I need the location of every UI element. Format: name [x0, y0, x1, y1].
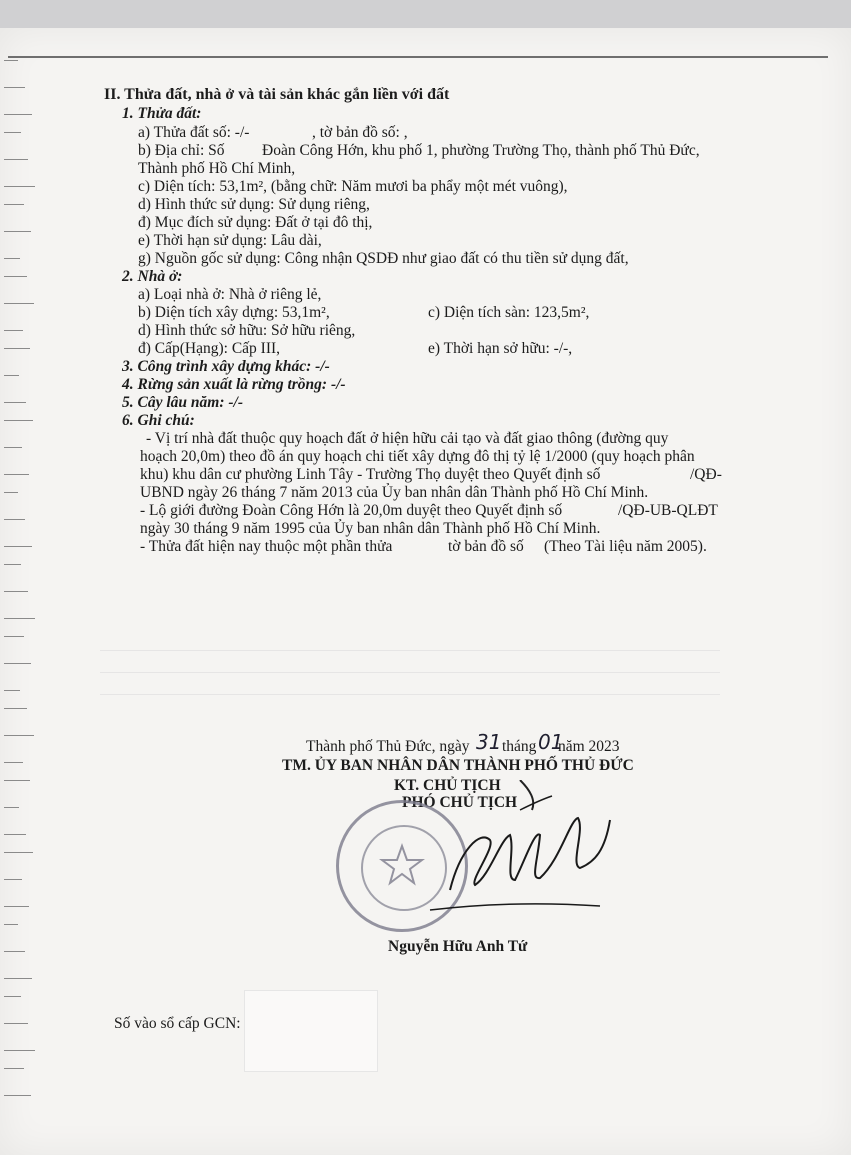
- edge-mark: [4, 231, 31, 232]
- edge-mark: [4, 159, 28, 160]
- edge-mark: [4, 1068, 24, 1069]
- note-line: - Lộ giới đường Đoàn Công Hớn là 20,0m duyệt theo Quyết định số: [140, 502, 563, 519]
- top-background: [0, 0, 851, 28]
- land-use-form: d) Hình thức sử dụng: Sử dụng riêng,: [138, 196, 370, 213]
- production-forest: 4. Rừng sản xuất là rừng trồng: -/-: [122, 376, 346, 393]
- edge-mark: [4, 186, 35, 187]
- land-address-city: Thành phố Hồ Chí Minh,: [138, 160, 296, 177]
- note-line: (Theo Tài liệu năm 2005).: [544, 538, 707, 555]
- note-line: hoạch 20,0m) theo đồ án quy hoạch chi tiết xây dựng đô thị tỷ lệ 1/2000 (quy hoạch phân: [140, 448, 695, 465]
- note-line: tờ bản đồ số: [448, 538, 524, 555]
- redacted-area: [244, 990, 378, 1072]
- land-parcel-number: a) Thửa đất số: -/-: [138, 124, 250, 141]
- edge-mark: [4, 690, 20, 691]
- edge-mark: [4, 708, 27, 709]
- edge-mark: [4, 807, 19, 808]
- edge-mark: [4, 663, 31, 664]
- edge-mark: [4, 834, 26, 835]
- edge-mark: [4, 375, 19, 376]
- issuing-organization: TM. ỦY BAN NHÂN DÂN THÀNH PHỐ THỦ ĐỨC: [282, 757, 634, 774]
- edge-mark: [4, 996, 21, 997]
- edge-mark: [4, 114, 32, 115]
- note-line: ngày 30 tháng 9 năm 1995 của Ủy ban nhân dân Thành phố Hồ Chí Minh.: [140, 520, 601, 537]
- edge-mark: [4, 879, 22, 880]
- handwritten-day: 31: [476, 730, 502, 754]
- edge-mark: [4, 735, 34, 736]
- handwritten-month: 01: [538, 730, 564, 754]
- land-address: Đoàn Công Hớn, khu phố 1, phường Trường Thọ, thành phố Thủ Đức,: [262, 142, 700, 159]
- note-line: - Vị trí nhà đất thuộc quy hoạch đất ở hiện hữu cải tạo và đất giao thông (đường quy: [146, 430, 669, 447]
- edge-mark: [4, 132, 21, 133]
- note-line: khu) khu dân cư phường Linh Tây - Trường Thọ duyệt theo Quyết định số: [140, 466, 601, 483]
- house-ownership-term: e) Thời hạn sở hữu: -/-,: [428, 340, 573, 357]
- edge-mark: [4, 492, 18, 493]
- house-grade: đ) Cấp(Hạng): Cấp III,: [138, 340, 281, 357]
- edge-mark: [4, 204, 24, 205]
- bleed-through-line: [100, 672, 720, 673]
- document-page: [0, 28, 851, 1155]
- note-line: /QĐ-: [690, 466, 722, 483]
- vice-chairman-title: PHÓ CHỦ TỊCH: [402, 794, 518, 811]
- edge-mark: [4, 1095, 31, 1096]
- edge-mark: [4, 924, 18, 925]
- edge-mark: [4, 258, 20, 259]
- note-line: /QĐ-UB-QLĐT: [618, 502, 718, 519]
- year-label: năm 2023: [558, 738, 620, 755]
- edge-mark: [4, 906, 29, 907]
- place-date-label: Thành phố Thủ Đức, ngày: [306, 738, 470, 755]
- bleed-through-line: [100, 650, 720, 651]
- land-use-purpose: đ) Mục đích sử dụng: Đất ở tại đô thị,: [138, 214, 373, 231]
- edge-mark: [4, 60, 18, 61]
- house-building-area: b) Diện tích xây dựng: 53,1m²,: [138, 304, 330, 321]
- land-use-term: e) Thời hạn sử dụng: Lâu dài,: [138, 232, 322, 249]
- section-title: II. Thửa đất, nhà ở và tài sản khác gắn liền với đất: [104, 86, 450, 103]
- edge-mark: [4, 348, 30, 349]
- edge-mark: [4, 951, 25, 952]
- edge-mark: [4, 1023, 28, 1024]
- on-behalf-chairman: KT. CHỦ TỊCH: [394, 777, 501, 794]
- other-construction: 3. Công trình xây dựng khác: -/-: [122, 358, 330, 375]
- edge-mark: [4, 852, 33, 853]
- house-type: a) Loại nhà ở: Nhà ở riêng lẻ,: [138, 286, 322, 303]
- top-border-line: [8, 56, 828, 58]
- edge-mark: [4, 564, 21, 565]
- edge-mark: [4, 762, 23, 763]
- note-line: - Thửa đất hiện nay thuộc một phần thửa: [140, 538, 393, 555]
- land-heading: 1. Thửa đất:: [122, 105, 202, 122]
- edge-mark: [4, 618, 35, 619]
- edge-mark: [4, 330, 23, 331]
- month-label: tháng: [502, 738, 537, 755]
- edge-mark: [4, 591, 28, 592]
- edge-mark: [4, 780, 30, 781]
- signer-name: Nguyễn Hữu Anh Tứ: [388, 938, 528, 955]
- land-address-label: b) Địa chỉ: Số: [138, 142, 225, 159]
- perennial-trees: 5. Cây lâu năm: -/-: [122, 394, 243, 411]
- notes-heading: 6. Ghi chú:: [122, 412, 195, 429]
- edge-mark: [4, 978, 32, 979]
- note-line: UBND ngày 26 tháng 7 năm 2013 của Ủy ban nhân dân Thành phố Hồ Chí Minh.: [140, 484, 649, 501]
- edge-mark: [4, 303, 34, 304]
- edge-mark: [4, 447, 22, 448]
- edge-mark: [4, 276, 27, 277]
- house-ownership-form: d) Hình thức sở hữu: Sở hữu riêng,: [138, 322, 356, 339]
- edge-mark: [4, 87, 25, 88]
- edge-mark: [4, 420, 33, 421]
- edge-mark: [4, 474, 29, 475]
- land-map-sheet: , tờ bản đồ số: ,: [312, 124, 408, 141]
- bleed-through-line: [100, 694, 720, 695]
- land-area: c) Diện tích: 53,1m², (bằng chữ: Năm mươi ba phẩy một mét vuông),: [138, 178, 568, 195]
- house-heading: 2. Nhà ở:: [122, 268, 183, 285]
- land-use-origin: g) Nguồn gốc sử dụng: Công nhận QSDĐ như giao đất có thu tiền sử dụng đất,: [138, 250, 629, 267]
- edge-mark: [4, 546, 32, 547]
- edge-mark: [4, 1050, 35, 1051]
- edge-mark: [4, 636, 24, 637]
- signature-scribble: [420, 780, 620, 920]
- house-floor-area: c) Diện tích sàn: 123,5m²,: [428, 304, 590, 321]
- binding-edge-marks: [0, 60, 48, 1150]
- edge-mark: [4, 402, 26, 403]
- edge-mark: [4, 519, 25, 520]
- gcn-register-label: Số vào sổ cấp GCN:: [114, 1015, 241, 1032]
